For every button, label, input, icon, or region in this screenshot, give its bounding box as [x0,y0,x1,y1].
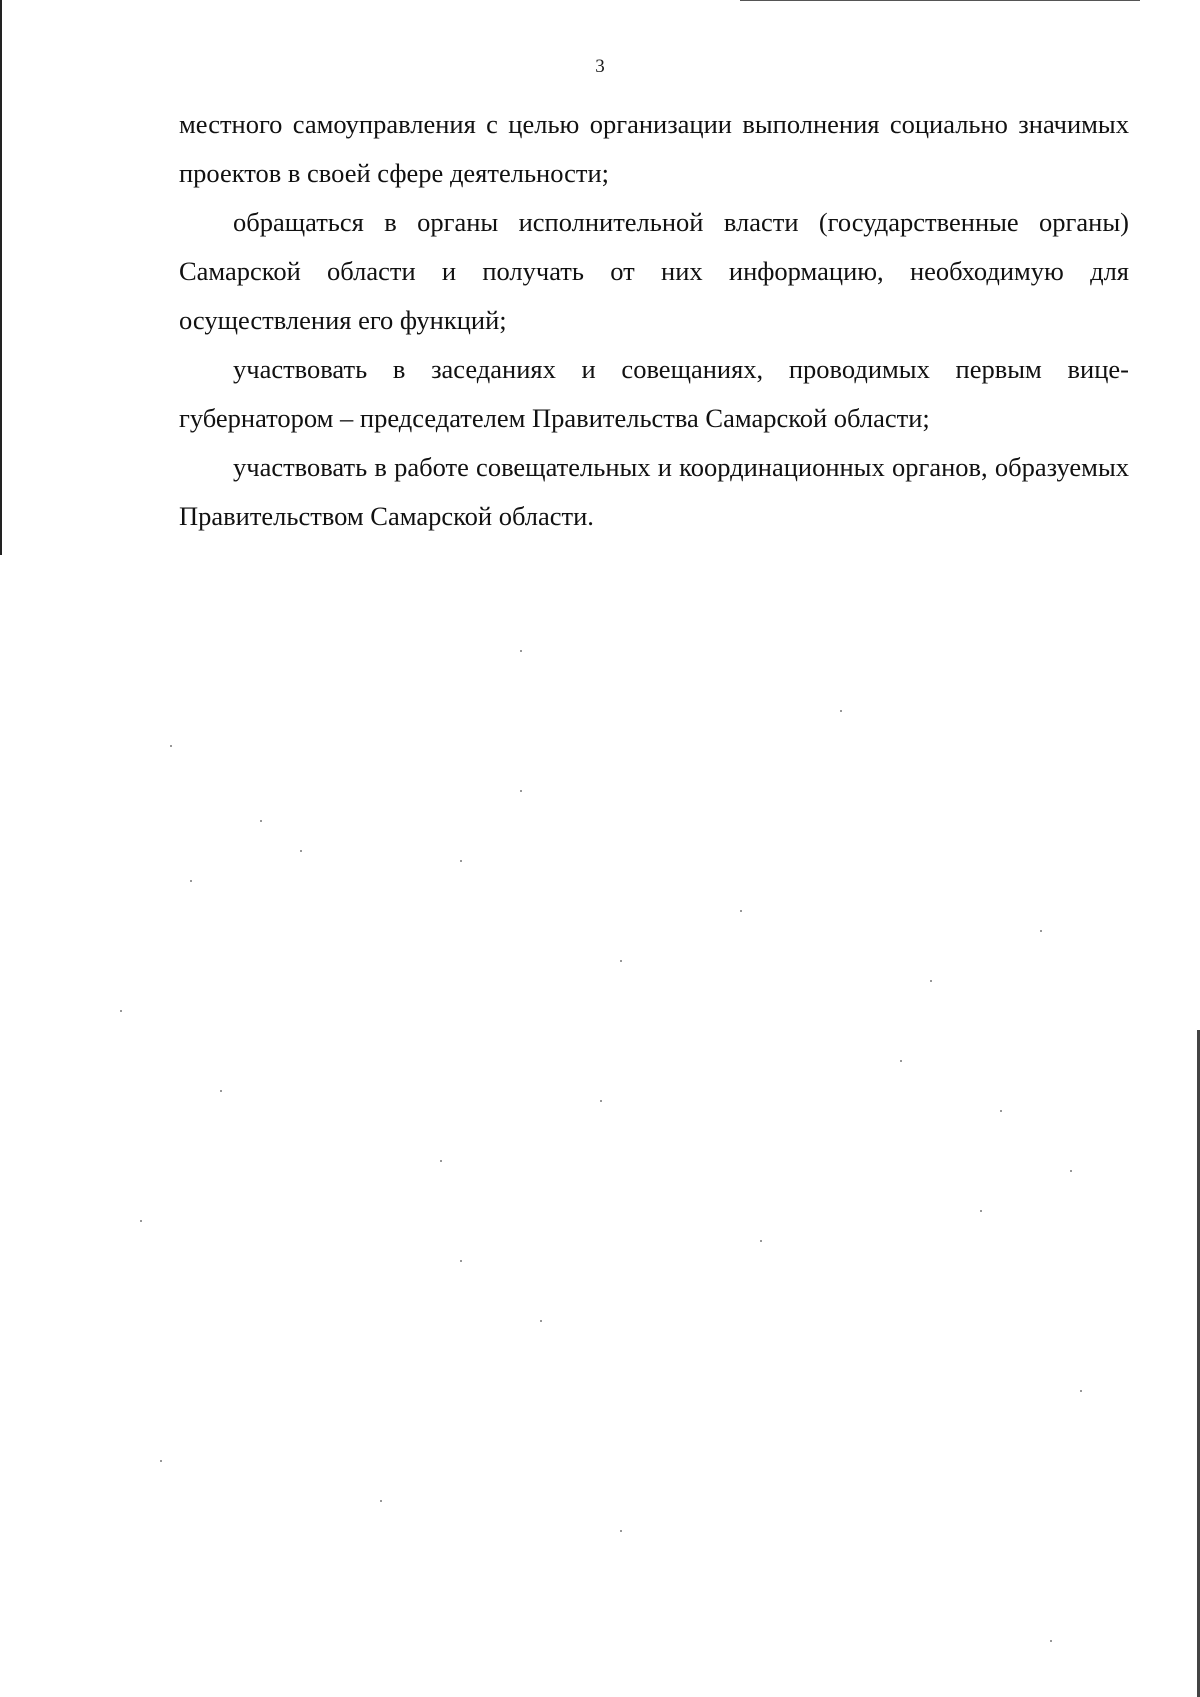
scan-speck [600,1100,602,1102]
scan-speck [540,1320,542,1322]
scan-speck [440,1160,442,1162]
scan-speck [460,1260,462,1262]
page-number: 3 [595,56,605,77]
scan-speck [220,1090,222,1092]
scan-speck [900,1060,902,1062]
scan-speck [140,1220,142,1222]
scan-speck [1040,930,1042,932]
scan-speck [520,650,522,652]
scan-edge-top [740,0,1140,1]
scan-speck [300,850,302,852]
scan-speck [840,710,842,712]
scan-speck [620,1530,622,1532]
scan-speck [760,1240,762,1242]
scan-speck [520,790,522,792]
scan-speck [1080,1390,1082,1392]
scan-speck [740,910,742,912]
scan-speck [170,745,172,747]
scan-speck [620,960,622,962]
scan-speck [980,1210,982,1212]
scan-speck [380,1500,382,1502]
body-text [179,100,1129,541]
paragraph-4: участвовать в работе совещательных и координационных органов, образуемых Правительством Самарской области. [179,452,1129,531]
scan-speck [1070,1170,1072,1172]
paragraph-3: участвовать в заседаниях и совещаниях, проводимых первым вице-губернатором – председателем Правительства Самарской области; [179,354,1129,433]
scan-speck [1000,1110,1002,1112]
scan-edge-left [0,0,2,555]
scan-speck [160,1460,162,1462]
scan-speck [260,820,262,822]
scan-speck [120,1010,122,1012]
paragraph-2: обращаться в органы исполнительной власти (государственные органы) Самарской области и получать от них информацию, необходимую для осуществления его функций; [179,207,1129,335]
scan-speck [930,980,932,982]
scan-speck [1050,1640,1052,1642]
scan-speck [190,880,192,882]
scan-speck [460,860,462,862]
paragraph-1: местного самоуправления с целью организации выполнения социально значимых проектов в своей сфере деятельности; [179,109,1129,188]
